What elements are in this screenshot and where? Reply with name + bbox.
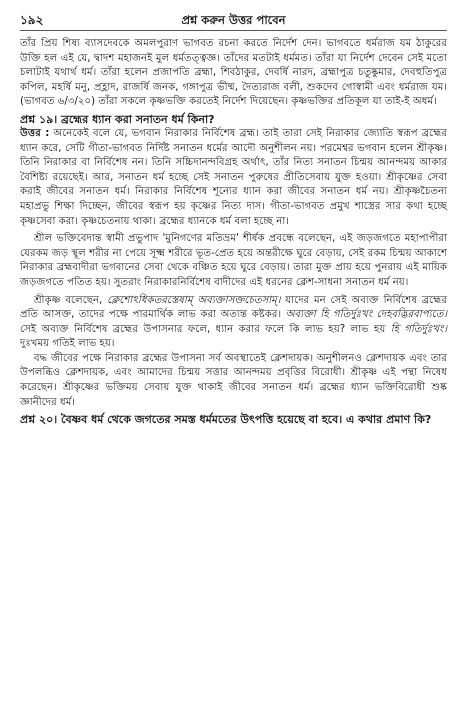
running-title: প্রশ্ন করুন উত্তর পাবেন bbox=[181, 13, 286, 27]
gita-intro: শ্রীকৃষ্ণ বলেছেন, bbox=[34, 294, 103, 306]
gita-conclusion: দুঃখময় গতিই লাভ হয়। bbox=[20, 338, 115, 350]
page-number: ১৯২ bbox=[20, 13, 44, 27]
gita-explanation: যাদের মন সেই অব্যক্ত নির্বিশেষ ব্রহ্মের প্রতি আসক্ত, তাদের পক্ষে পারমার্থিক লাভ করা অত্যন্ত কষ্টকর। bbox=[20, 294, 447, 321]
page-body bbox=[20, 37, 447, 427]
question-20: প্রশ্ন ২০। বৈষ্ণব ধর্ম থেকে জগতের সমস্ত ধর্মমতের উৎপত্তি হয়েছে বা হবে। এ কথার প্রমাণ কি? bbox=[20, 413, 432, 427]
gita-verse-3: হি গতির্দুঃখং। bbox=[390, 323, 447, 335]
paragraph-prabhupada: শ্রীল ভক্তিবেদান্ত স্বামী প্রভুপাদ 'মুনিগণের মতিভ্রম' শীর্ষক প্রবন্ধে বলেছেন, এই জড়জগতে মহাপাপীরা যেরকম জড় স্থূল শরীর না পেয়ে সূক্ষ্ম শরীরে ভূত-প্রেত হয়ে অন্তরীক্ষে ঘুরে বেড়ায়, সেই রকম চিন্ময় আকাশে নিরাকার ব্রহ্মবাদীরা ভগবানের সেবা থেকে বঞ্চিত হয়ে ঘুরে বেড়ায়। তারা মুক্ত প্রায় হয়ে পুনরায় এই মায়িক জড়জগতে পতিত হয়। সুতরাং নিরাকারনির্বিশেষ বাদীদের এই ধরনের ক্লেশ-সাধনা সনাতন ধর্ম নয়। bbox=[20, 233, 447, 288]
gita-verse-1: ক্লেশোঽধিকতরস্তেষাম্ অব্যক্তাসক্তচেতসাম্। bbox=[107, 294, 281, 306]
answer-19-text: অনেকেই বলে যে, ভগবান নিরাকার নির্বিশেষ ব্রহ্ম। তাই তারা সেই নিরাকার জ্যোতি স্বরূপ ব্রহ্মের ধ্যান করে, সেটি গীতা-ভাগবত নির্দিষ্ট সনাতন ধর্মের আদৌ অনুশীলন নয়। পরমেশ্বর ভগবান হলেন শ্রীকৃষ্ণ। তিনি নিরাকার বা নির্বিশেষ নন। তিনি সচ্চিদানন্দবিগ্রহ অর্থাৎ, তাঁর নিত্য সনাতন চিন্ময় আনন্দময় আকার বৈশিষ্ট্য রয়েছেই। আর, সনাতন ধর্ম হচ্ছে সেই সনাতন পুরুষের প্রীতিসেবায় যুক্ত হওয়া। শ্রীকৃষ্ণের সেবা করাই জীবের সনাতন ধর্ম। নিরাকার নির্বিশেষ শূন্যের ধ্যান করা জীবের সনাতন ধর্ম নয়। শ্রীকৃষ্ণচৈতন্য মহাপ্রভু শিক্ষা দিচ্ছেন, জীবের স্বরূপ হয় কৃষ্ণের নিত্য দাস। গীতা-ভাগবত প্রমুখ শাস্ত্রের সার কথা হচ্ছে কৃষ্ণসেবা করা। কৃষ্ণচেতনায় থাকা। ব্রহ্মের ধ্যানকে ধর্ম বলা হচ্ছে না। bbox=[20, 127, 447, 227]
paragraph-conclusion: বদ্ধ জীবের পক্ষে নিরাকার ব্রহ্মের উপাসনা সর্ব অবস্থাতেই ক্লেশদায়ক। অনুশীলনও ক্লেশদায়ক এবং তার উপলব্ধিও ক্লেশদায়ক, এবং আমাদের চিন্ময় সত্তার আনন্দময় প্রবৃত্তির বিরোধী। শ্রীকৃষ্ণ এই পন্থা নিষেধ করেছেন। শ্রীকৃষ্ণের ভক্তিময় সেবায় যুক্ত থাকাই জীবের সনাতন ধর্ম। ব্রহ্মের ধ্যান ভক্তিবিরোধী শুষ্ক জ্ঞানীদের ধর্ম। bbox=[20, 352, 447, 408]
paragraph-mahajan: তাঁর প্রিয় শিষ্য ব্যাসদেবকে অমলপুরাণ ভাগবত রচনা করতে নির্দেশ দেন। ভাগবতে ধর্মরাজ যম ঠাকুরের উক্তি হল এই যে, দ্বাদশ মহাজনই মুল ধর্মতত্ত্বজ্ঞ। তাঁদের মতটাই ধর্মমত। তাঁরা যা নির্দেশ দেবেন সেই মতো চলাটাই যথার্থ ধর্ম। তাঁরা হলেন প্রজাপতি ব্রহ্মা, শিবঠাকুর, দেবর্ষি নারদ, ব্রহ্মাপুত্র চতুষ্কুমার, দেবহুতিপুত্র কপিল, মহর্ষি মনু, প্রহ্লাদ, রাজর্ষি জনক, গঙ্গাপুত্র ভীষ্ম, দৈত্যরাজ বলী, শুকদেব গোস্বামী এবং ধর্মরাজ যম। (ভাগবত ৬/৩/২০) তাঁরা সকলে কৃষ্ণভক্তি করতেই নির্দেশ দিয়েছেন। কৃষ্ণভক্তির প্রতিকূল যা তাই-ই অধর্ম। bbox=[20, 38, 447, 108]
paragraph-gita-quote bbox=[20, 294, 447, 352]
gita-verse-2: অব্যক্তা হি গতির্দুঃখং দেহবদ্ভিরবাপ্যতে। bbox=[285, 309, 447, 321]
question-19: প্রশ্ন ১৯। ব্রহ্মের ধ্যান করা সনাতন ধর্ম কিনা? bbox=[20, 112, 215, 126]
page-header bbox=[20, 12, 447, 31]
gita-question: সেই অব্যক্ত নির্বিশেষ ব্রহ্মের উপাসনার ফলে, ধ্যান করার ফলে কি লাভ হয়? লাভ হয় bbox=[20, 323, 386, 335]
answer-lead: উত্তর : bbox=[20, 127, 50, 139]
answer-19 bbox=[20, 127, 447, 229]
